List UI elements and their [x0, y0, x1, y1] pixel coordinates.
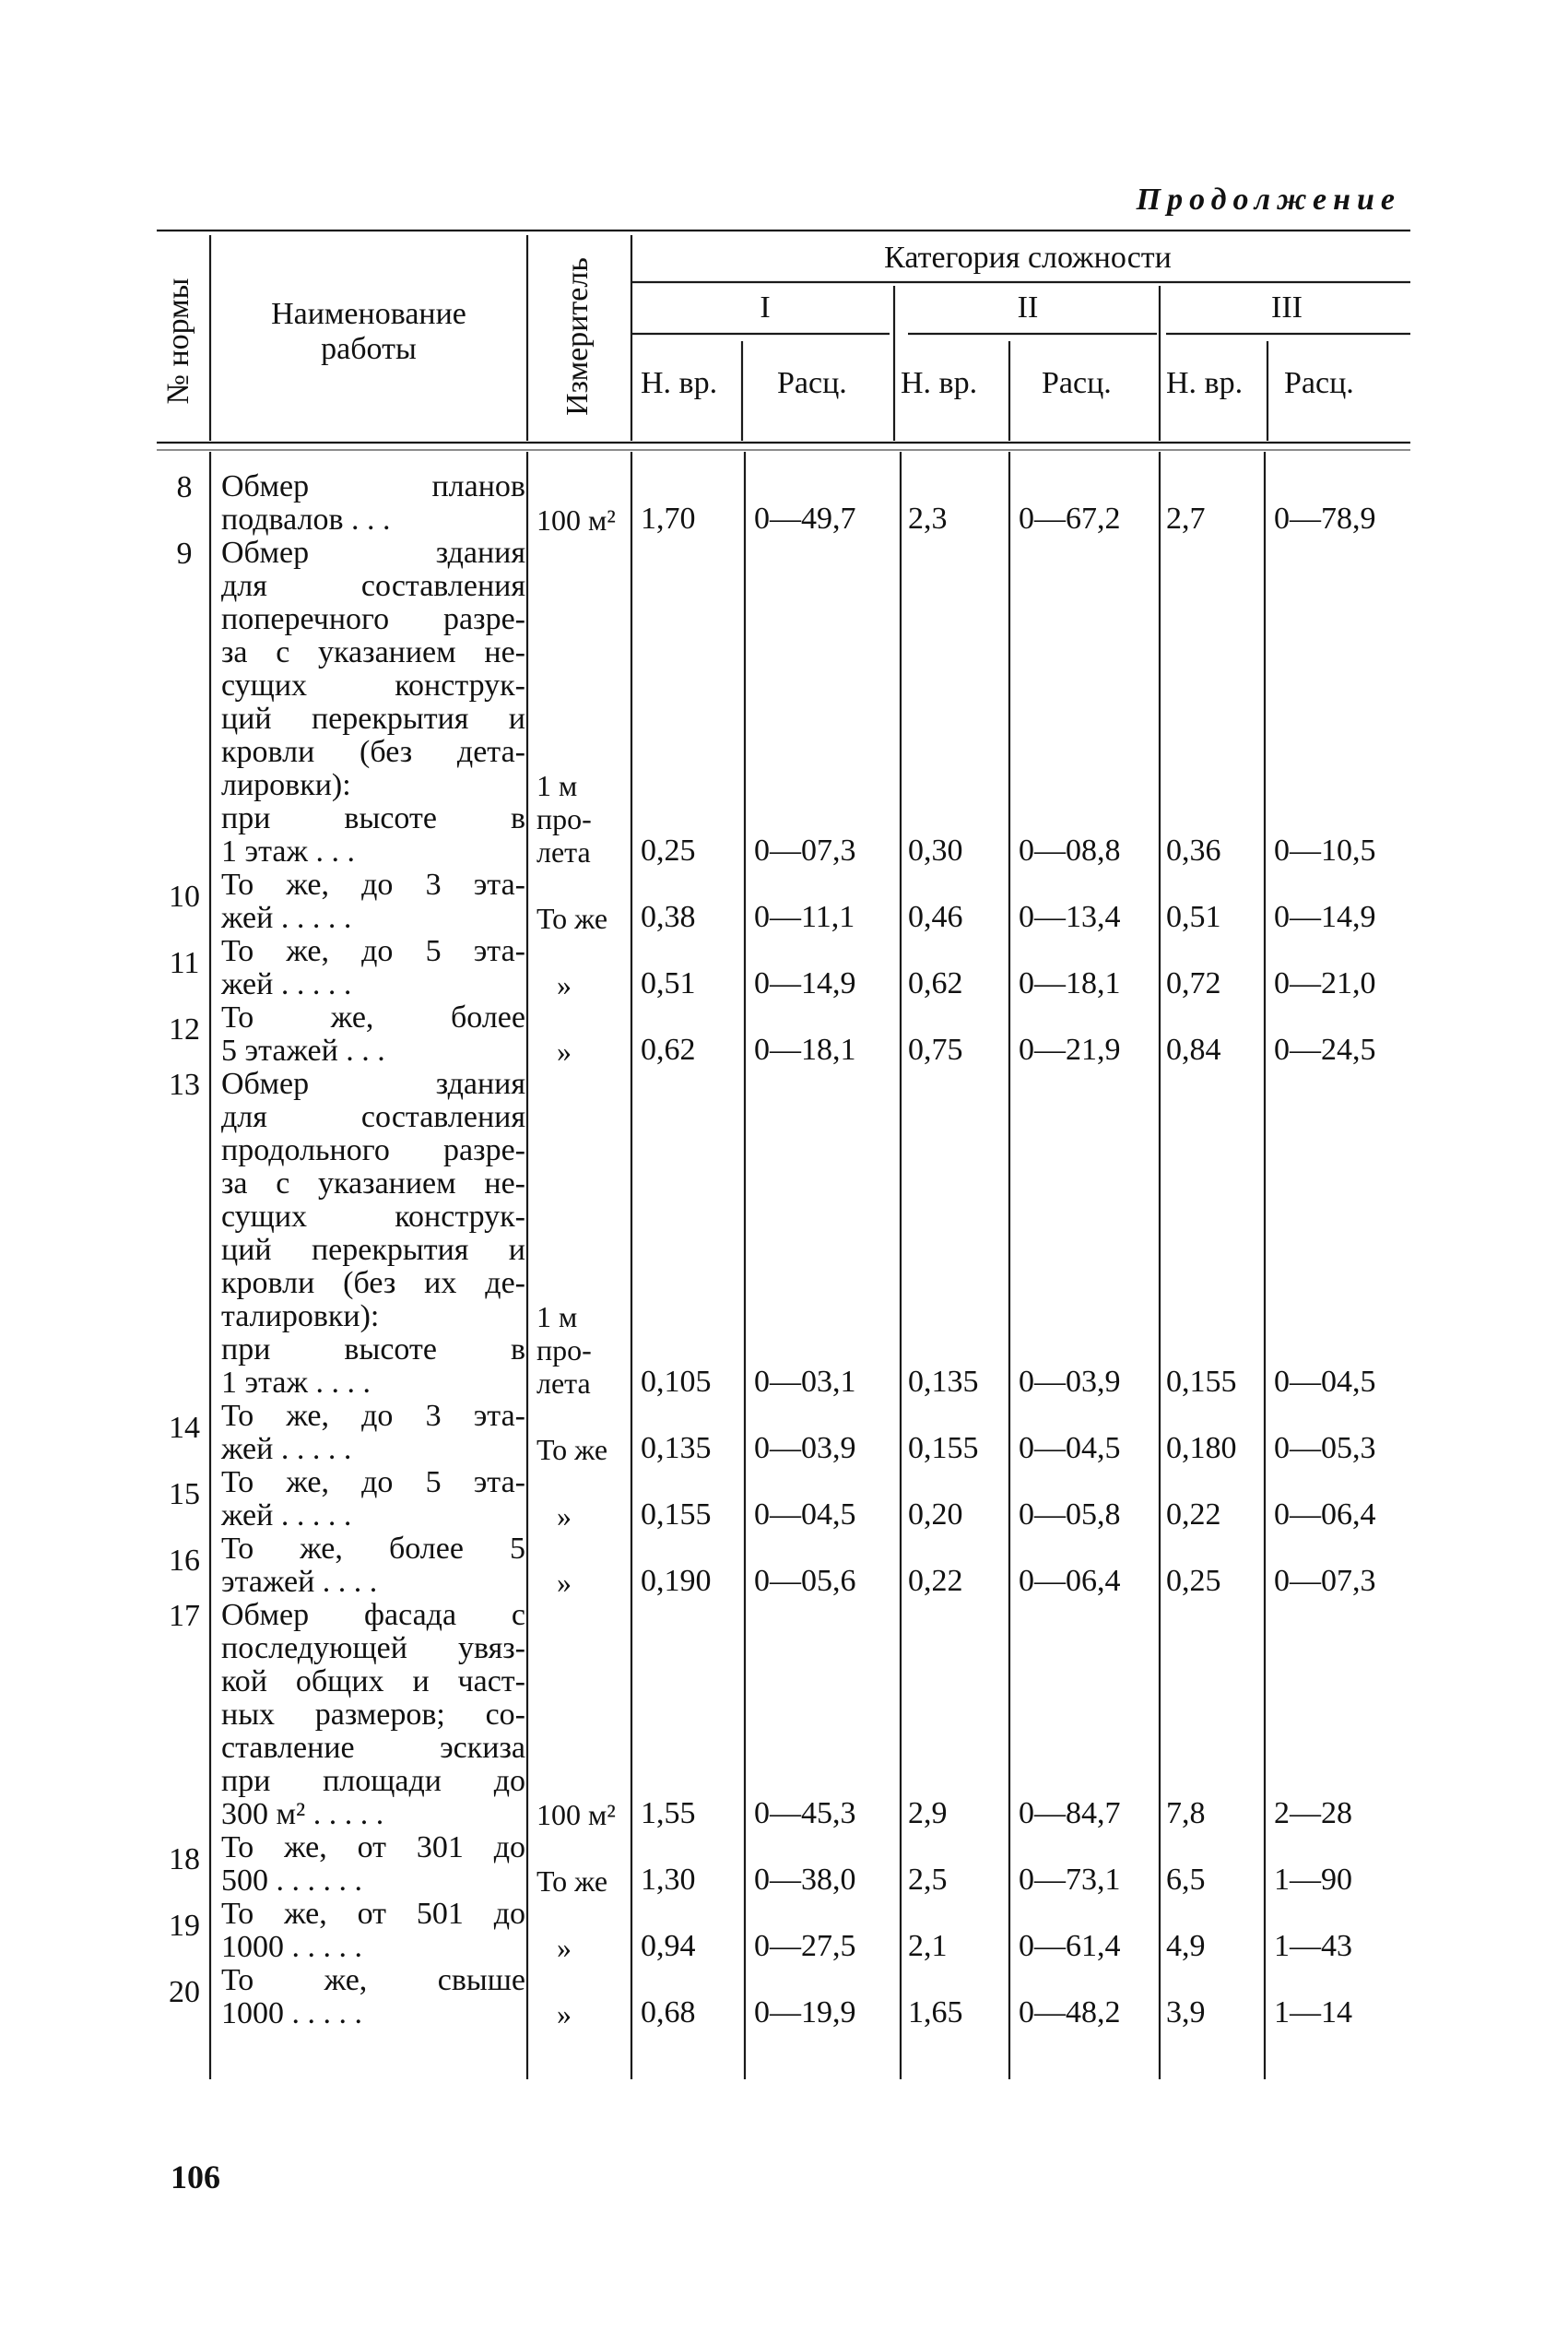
time-norm-cat-I: 0,105 [641, 1365, 712, 1399]
work-name-line: последующей увяз- [221, 1631, 525, 1665]
norm-number: 10 [169, 880, 200, 914]
header-rasc-III: Расц. [1284, 366, 1354, 400]
rate-cat-II: 0—04,5 [1019, 1431, 1121, 1465]
unit-line: » [557, 1997, 572, 2030]
work-name-line: за с указанием не- [221, 635, 525, 669]
work-name-line: То же, до 5 эта- [221, 1465, 525, 1499]
work-name [221, 1001, 525, 1068]
time-norm-cat-III: 0,155 [1166, 1365, 1237, 1399]
work-name-line: для составления [221, 569, 525, 603]
work-name-line: жей . . . . . [221, 1432, 352, 1466]
rate-cat-II: 0—03,9 [1019, 1365, 1121, 1399]
norm-number: 18 [169, 1842, 200, 1876]
work-name-line: ций перекрытия и [221, 1233, 525, 1267]
time-norm-cat-II: 2,3 [908, 502, 948, 536]
rate-cat-I: 0—49,7 [754, 502, 856, 536]
work-name-line: То же, до 3 эта- [221, 868, 525, 902]
rate-cat-I: 0—11,1 [754, 900, 855, 934]
unit-of-measure [536, 1499, 633, 1532]
time-norm-cat-III: 0,84 [1166, 1033, 1221, 1067]
time-norm-cat-III: 4,9 [1166, 1929, 1206, 1963]
work-name-line: при площади до [221, 1764, 525, 1798]
header-category: Категория сложности [884, 241, 1172, 275]
header-name [221, 297, 516, 367]
time-norm-cat-II: 0,46 [908, 900, 963, 934]
work-name-line: поперечного разре- [221, 602, 525, 636]
time-norm-cat-II: 2,9 [908, 1796, 948, 1830]
unit-of-measure [536, 1931, 633, 1964]
unit-line: про- [536, 1333, 592, 1367]
work-name-line: 5 этажей . . . [221, 1034, 385, 1068]
header-cat-I: I [760, 290, 771, 325]
work-name-line: ных размеров; со- [221, 1698, 525, 1732]
work-name [221, 1831, 525, 1898]
time-norm-cat-II: 0,135 [908, 1365, 979, 1399]
work-name [221, 1964, 525, 2030]
header-cat-II: II [1017, 290, 1039, 325]
unit-line: То же [536, 902, 608, 935]
header-h-vr-I: Н. вр. [641, 366, 718, 400]
unit-of-measure [536, 503, 633, 537]
work-name [221, 1898, 525, 1964]
time-norm-cat-II: 0,62 [908, 966, 963, 1000]
time-norm-cat-III: 2,7 [1166, 502, 1206, 536]
work-name-line: Обмер здания [221, 536, 525, 570]
unit-line: То же [536, 1433, 608, 1466]
norm-number: 14 [169, 1411, 200, 1445]
header-name-text: Наименование работы [271, 297, 466, 366]
work-name-line: 1 этаж . . . [221, 834, 355, 869]
time-norm-cat-II: 2,5 [908, 1863, 948, 1897]
unit-of-measure [536, 1035, 633, 1068]
header-rasc-II: Расц. [1042, 366, 1112, 400]
rate-cat-III: 0—04,5 [1274, 1365, 1376, 1399]
time-norm-cat-II: 2,1 [908, 1929, 948, 1963]
work-name-line: сущих конструк- [221, 1200, 525, 1234]
rate-cat-III: 0—78,9 [1274, 502, 1376, 536]
rate-cat-II: 0—08,8 [1019, 834, 1121, 868]
work-name [221, 935, 525, 1001]
unit-line: про- [536, 802, 592, 835]
unit-line: лета [536, 835, 591, 869]
rate-cat-III: 0—05,3 [1274, 1431, 1376, 1465]
work-name-line: 1 этаж . . . . [221, 1366, 371, 1400]
unit-of-measure [536, 902, 633, 935]
rate-cat-III: 2—28 [1274, 1796, 1352, 1830]
unit-line: 1 м [536, 1300, 578, 1333]
header-h-vr-III: Н. вр. [1166, 366, 1244, 400]
time-norm-cat-III: 0,36 [1166, 834, 1221, 868]
work-name-line: кровли (без их де- [221, 1266, 525, 1300]
rate-cat-II: 0—84,7 [1019, 1796, 1121, 1830]
work-name-line: талировки): [221, 1299, 380, 1333]
rate-cat-III: 1—14 [1274, 1995, 1352, 2029]
unit-of-measure [536, 1864, 633, 1898]
rate-cat-I: 0—38,0 [754, 1863, 856, 1897]
unit-line: » [557, 968, 572, 1001]
time-norm-cat-III: 0,25 [1166, 1564, 1221, 1598]
work-name [221, 1532, 525, 1599]
time-norm-cat-III: 0,22 [1166, 1497, 1221, 1532]
work-name [221, 869, 525, 935]
time-norm-cat-II: 0,155 [908, 1431, 979, 1465]
work-name-line: жей . . . . . [221, 967, 352, 1001]
unit-of-measure [536, 769, 633, 869]
rate-cat-I: 0—19,9 [754, 1995, 856, 2029]
work-name-line: продольного разре- [221, 1133, 525, 1167]
work-name-line: ставление эскиза [221, 1731, 525, 1765]
rate-cat-II: 0—21,9 [1019, 1033, 1121, 1067]
time-norm-cat-I: 0,62 [641, 1033, 696, 1067]
work-name-line: при высоте в [221, 801, 525, 835]
rate-cat-III: 0—24,5 [1274, 1033, 1376, 1067]
time-norm-cat-I: 0,51 [641, 966, 696, 1000]
rate-cat-III: 1—43 [1274, 1929, 1352, 1963]
time-norm-cat-I: 0,94 [641, 1929, 696, 1963]
norm-number: 11 [169, 946, 200, 980]
rate-cat-I: 0—27,5 [754, 1929, 856, 1963]
norm-number: 13 [169, 1068, 200, 1102]
rate-cat-I: 0—07,3 [754, 834, 856, 868]
time-norm-cat-I: 0,135 [641, 1431, 712, 1465]
header-rasc-I: Расц. [777, 366, 847, 400]
work-name-line: То же, до 5 эта- [221, 934, 525, 968]
work-name-line: для составления [221, 1100, 525, 1134]
rate-cat-II: 0—61,4 [1019, 1929, 1121, 1963]
time-norm-cat-I: 1,30 [641, 1863, 696, 1897]
work-name-line: 1000 . . . . . [221, 1996, 362, 2030]
page-number: 106 [171, 2159, 220, 2195]
unit-line: То же [536, 1864, 608, 1898]
work-name-line: кровли (без дета- [221, 735, 525, 769]
work-name [221, 1466, 525, 1532]
norm-number: 17 [169, 1599, 200, 1633]
norm-number: 19 [169, 1909, 200, 1943]
norm-number: 12 [169, 1012, 200, 1047]
time-norm-cat-II: 0,20 [908, 1497, 963, 1532]
unit-of-measure [536, 1566, 633, 1599]
work-name-line: 1000 . . . . . [221, 1930, 362, 1964]
header-cat-III: III [1271, 290, 1303, 325]
time-norm-cat-I: 0,38 [641, 900, 696, 934]
rate-cat-III: 0—06,4 [1274, 1497, 1376, 1532]
work-name-line: жей . . . . . [221, 1498, 352, 1532]
work-name-line: подвалов . . . [221, 503, 391, 537]
work-name-line: этажей . . . . [221, 1565, 378, 1599]
time-norm-cat-II: 0,75 [908, 1033, 963, 1067]
norm-number: 9 [176, 537, 193, 571]
unit-line: » [557, 1931, 572, 1964]
unit-line: 100 м² [536, 503, 616, 537]
work-name-line: То же, до 3 эта- [221, 1399, 525, 1433]
time-norm-cat-II: 1,65 [908, 1995, 963, 2029]
work-name-line: кой общих и част- [221, 1664, 525, 1698]
work-name-line: ций перекрытия и [221, 702, 525, 736]
rate-cat-III: 0—07,3 [1274, 1564, 1376, 1598]
work-name [221, 537, 525, 869]
time-norm-cat-II: 0,30 [908, 834, 963, 868]
rate-cat-I: 0—45,3 [754, 1796, 856, 1830]
time-norm-cat-III: 7,8 [1166, 1796, 1206, 1830]
norm-number: 15 [169, 1477, 200, 1511]
rate-cat-II: 0—73,1 [1019, 1863, 1121, 1897]
rate-cat-II: 0—67,2 [1019, 502, 1121, 536]
unit-of-measure [536, 1433, 633, 1466]
header-meter: Измеритель [560, 257, 595, 416]
time-norm-cat-I: 0,190 [641, 1564, 712, 1598]
time-norm-cat-I: 1,55 [641, 1796, 696, 1830]
rate-cat-I: 0—04,5 [754, 1497, 856, 1532]
continuation-label: Продолжение [1136, 183, 1401, 217]
rate-cat-I: 0—05,6 [754, 1564, 856, 1598]
work-name-line: за с указанием не- [221, 1166, 525, 1201]
work-name-line: То же, от 301 до [221, 1830, 525, 1864]
rate-cat-III: 0—14,9 [1274, 900, 1376, 934]
time-norm-cat-III: 6,5 [1166, 1863, 1206, 1897]
rate-cat-I: 0—03,1 [754, 1365, 856, 1399]
unit-line: 100 м² [536, 1798, 616, 1831]
time-norm-cat-I: 0,68 [641, 1995, 696, 2029]
work-name-line: То же, свыше [221, 1963, 525, 1997]
unit-line: » [557, 1566, 572, 1599]
time-norm-cat-III: 3,9 [1166, 1995, 1206, 2029]
rate-cat-I: 0—03,9 [754, 1431, 856, 1465]
unit-line: » [557, 1499, 572, 1532]
time-norm-cat-I: 0,155 [641, 1497, 712, 1532]
rate-cat-II: 0—06,4 [1019, 1564, 1121, 1598]
rate-cat-II: 0—05,8 [1019, 1497, 1121, 1532]
unit-line: 1 м [536, 769, 578, 802]
unit-of-measure [536, 968, 633, 1001]
rate-cat-II: 0—13,4 [1019, 900, 1121, 934]
work-name-line: 500 . . . . . . [221, 1864, 362, 1898]
work-name [221, 1599, 525, 1831]
norm-number: 16 [169, 1544, 200, 1578]
header-norm-no: № нормы [161, 278, 195, 405]
rate-cat-II: 0—18,1 [1019, 966, 1121, 1000]
unit-line: » [557, 1035, 572, 1068]
work-name [221, 1068, 525, 1400]
work-name-line: Обмер фасада с [221, 1598, 525, 1632]
unit-of-measure [536, 1997, 633, 2030]
rate-cat-I: 0—18,1 [754, 1033, 856, 1067]
rate-cat-I: 0—14,9 [754, 966, 856, 1000]
rate-cat-III: 1—90 [1274, 1863, 1352, 1897]
header-h-vr-II: Н. вр. [901, 366, 978, 400]
unit-of-measure [536, 1300, 633, 1400]
time-norm-cat-II: 0,22 [908, 1564, 963, 1598]
time-norm-cat-I: 1,70 [641, 502, 696, 536]
work-name-line: Обмер планов [221, 469, 525, 503]
work-name-line: лировки): [221, 768, 351, 802]
rate-cat-III: 0—10,5 [1274, 834, 1376, 868]
unit-line: лета [536, 1367, 591, 1400]
time-norm-cat-III: 0,51 [1166, 900, 1221, 934]
norm-number: 8 [176, 470, 193, 504]
work-name [221, 470, 525, 537]
work-name-line: при высоте в [221, 1332, 525, 1367]
work-name-line: сущих конструк- [221, 669, 525, 703]
time-norm-cat-III: 0,72 [1166, 966, 1221, 1000]
time-norm-cat-III: 0,180 [1166, 1431, 1237, 1465]
unit-of-measure [536, 1798, 633, 1831]
work-name [221, 1400, 525, 1466]
rate-cat-III: 0—21,0 [1274, 966, 1376, 1000]
rate-cat-II: 0—48,2 [1019, 1995, 1121, 2029]
work-name-line: жей . . . . . [221, 901, 352, 935]
work-name-line: То же, более [221, 1000, 525, 1035]
norm-number: 20 [169, 1975, 200, 2009]
time-norm-cat-I: 0,25 [641, 834, 696, 868]
work-name-line: Обмер здания [221, 1067, 525, 1101]
work-name-line: То же, от 501 до [221, 1897, 525, 1931]
work-name-line: 300 м² . . . . . [221, 1797, 384, 1831]
work-name-line: То же, более 5 [221, 1532, 525, 1566]
